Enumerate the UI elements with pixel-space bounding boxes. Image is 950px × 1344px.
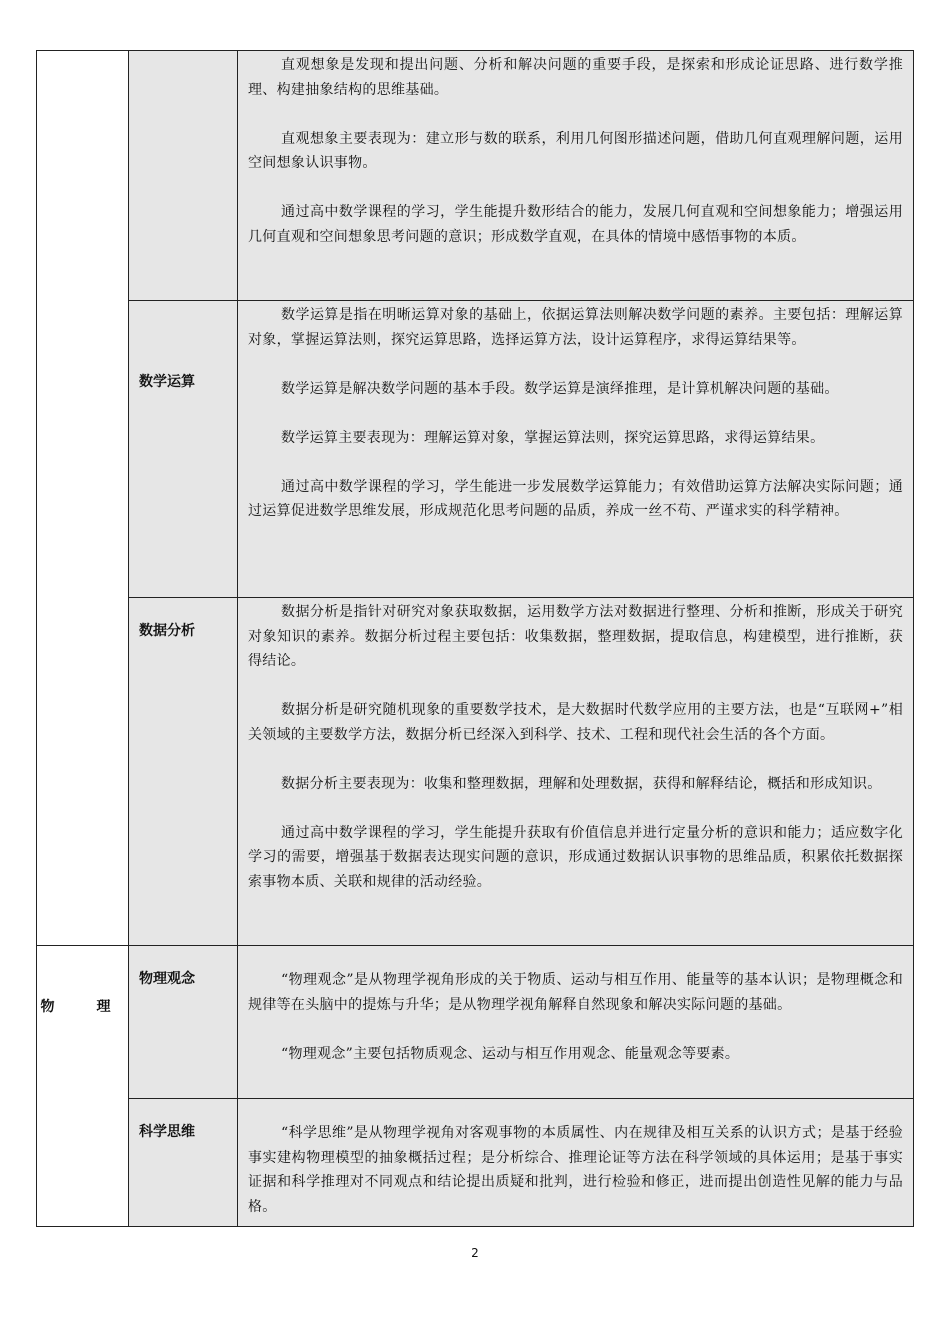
subject-cell-math (37, 51, 129, 946)
paragraph: 直观想象主要表现为：建立形与数的联系，利用几何图形描述问题，借助几何直观理解问题，运用空间想象认识事物。 (248, 130, 903, 171)
paragraph: 数据分析是研究随机现象的重要数学技术，是大数据时代数学应用的主要方法，也是“互联网+”相关领域的主要数学方法，数据分析已经深入到科学、技术、工程和现代社会生活的各个方面。 (248, 702, 903, 743)
aspect-label: 物理观念 (139, 971, 195, 987)
paragraph: “物理观念”是从物理学视角形成的关于物质、运动与相互作用、能量等的基本认识；是物理概念和规律等在头脑中的提炼与升华；是从物理学视角解释自然现象和解决实际问题的基础。 (248, 972, 903, 1013)
aspect-label: 数学运算 (139, 374, 195, 390)
page-number: 2 (471, 1246, 479, 1260)
paragraph: 数学运算是指在明晰运算对象的基础上，依据运算法则解决数学问题的素养。主要包括：理解运算对象，掌握运算法则，探究运算思路，选择运算方法，设计运算程序，求得运算结果等。 (248, 307, 903, 348)
table-row-spatial-imagination (37, 51, 914, 301)
paragraph: 直观想象是发现和提出问题、分析和解决问题的重要手段，是探索和形成论证思路、进行数学推理、构建抽象结构的思维基础。 (248, 57, 903, 98)
content-cell-scientific-thinking (238, 1099, 914, 1227)
paragraph: 通过高中数学课程的学习，学生能提升数形结合的能力，发展几何直观和空间想象能力；增强运用几何直观和空间想象思考问题的意识；形成数学直观，在具体的情境中感悟事物的本质。 (248, 204, 903, 245)
paragraph: 数据分析是指针对研究对象获取数据，运用数学方法对数据进行整理、分析和推断，形成关于研究对象知识的素养。数据分析过程主要包括：收集数据，整理数据，提取信息，构建模型，进行推断，获得结论。 (248, 604, 903, 669)
content-cell-data-analysis (238, 598, 914, 946)
aspect-label: 科学思维 (139, 1124, 195, 1140)
table-row-data-analysis (37, 598, 914, 946)
content-cell-math-operation (238, 301, 914, 598)
aspect-cell-scientific-thinking (129, 1099, 238, 1227)
content-cell-spatial-imagination (238, 51, 914, 301)
aspect-cell-data-analysis (129, 598, 238, 946)
subject-cell-physics (37, 946, 129, 1227)
paragraph: 通过高中数学课程的学习，学生能提升获取有价值信息并进行定量分析的意识和能力；适应数字化学习的需要，增强基于数据表达现实问题的意识，形成通过数据认识事物的思维品质，积累依托数据探索事物本质、关联和规律的活动经验。 (248, 824, 903, 890)
aspect-cell-math-operation (129, 301, 238, 598)
paragraph: “科学思维”是从物理学视角对客观事物的本质属性、内在规律及相互关系的认识方式；是基于经验事实建构物理模型的抽象概括过程；是分析综合、推理论证等方法在科学领域的具体运用；是基于事实证据和科学推理对不同观点和结论提出质疑和批判，进行检验和修正，进而提出创造性见解的能力与品格。 (248, 1125, 903, 1215)
content-cell-physics-concept (238, 946, 914, 1099)
paragraph: 数学运算主要表现为：理解运算对象，掌握运算法则，探究运算思路，求得运算结果。 (281, 429, 825, 446)
table-row-scientific-thinking (37, 1099, 914, 1227)
paragraph: 数据分析主要表现为：收集和整理数据，理解和处理数据，获得和解释结论，概括和形成知识。 (281, 775, 882, 792)
table-row-math-operation (37, 301, 914, 598)
aspect-cell-physics-concept (129, 946, 238, 1099)
subject-label: 物 理 (40, 999, 125, 1015)
curriculum-table (36, 50, 914, 1227)
paragraph: 通过高中数学课程的学习，学生能进一步发展数学运算能力；有效借助运算方法解决实际问题；通过运算促进数学思维发展，形成规范化思考问题的品质，养成一丝不苟、严谨求实的科学精神。 (248, 478, 903, 519)
aspect-label: 数据分析 (139, 623, 195, 639)
paragraph: 数学运算是解决数学问题的基本手段。数学运算是演绎推理，是计算机解决问题的基础。 (281, 380, 839, 397)
table-row-physics-concept (37, 946, 914, 1099)
paragraph: “物理观念”主要包括物质观念、运动与相互作用观念、能量观念等要素。 (281, 1045, 740, 1062)
aspect-cell-empty (129, 51, 238, 301)
